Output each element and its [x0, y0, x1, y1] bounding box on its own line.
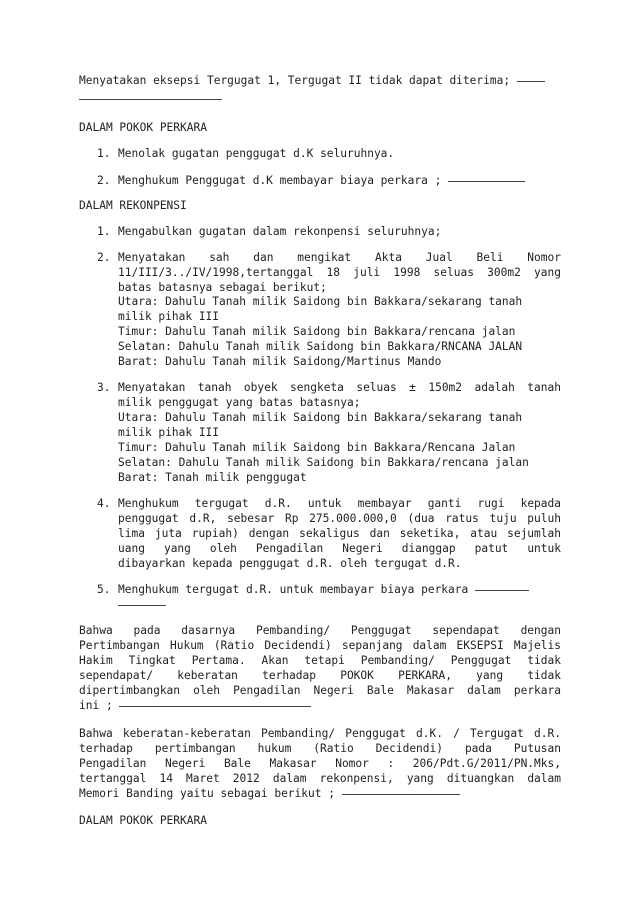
list-item-line: Selatan: Dahulu Tanah milik Saidong bin Bakkara/RNCANA JALAN: [118, 340, 523, 353]
list-item-line: Menghukum tergugat d.R. untuk membayar ganti rugi kepada: [118, 497, 561, 510]
dash-line: [119, 706, 311, 707]
dash-line: [475, 590, 529, 591]
paragraph-line-row: [79, 699, 311, 713]
dash-line-row: [118, 598, 166, 612]
paragraph-line: Hakim Tingkat Pertama. Akan tetapi Pembanding/ Penggugat tidak: [79, 654, 561, 667]
list-item-number: 2.: [97, 251, 111, 264]
list-item-text: Menghukum Penggugat d.K membayar biaya perkara ;: [118, 174, 442, 187]
list-item-line: dibayarkan kepada penggugat d.R. oleh tergugat d.R.: [118, 557, 462, 570]
list-item-number: 5.: [97, 583, 111, 596]
dash-line: [79, 99, 222, 100]
paragraph-line: Memori Banding yaitu sebagai berikut ;: [79, 787, 335, 800]
list-item-row: [118, 174, 525, 188]
paragraph-line: Pertimbangan Hukum (Ratio Decidendi) sepanjang dalam EKSEPSI Majelis: [79, 639, 561, 652]
list-item-line: Utara: Dahulu Tanah milik Saidong bin Bakkara/sekarang tanah: [118, 295, 523, 308]
list-item-line: milik penggugat yang batas batasnya;: [118, 396, 361, 409]
dash-line-row: [79, 92, 222, 106]
list-item-number: 3.: [97, 381, 111, 394]
section-heading-rekonpensi: DALAM REKONPENSI: [79, 199, 187, 212]
header-line: [79, 74, 545, 88]
dash-line: [517, 81, 545, 82]
paragraph-line: ini ;: [79, 699, 113, 712]
list-item-text: Menolak gugatan penggugat d.K seluruhnya.: [118, 147, 395, 160]
list-item-row: [118, 583, 529, 597]
list-item-line: batas batasnya sebagai berikut;: [118, 281, 327, 294]
list-item-number: 2.: [97, 174, 111, 187]
paragraph-line-row: [79, 787, 460, 801]
dash-line: [118, 605, 166, 606]
dash-line: [448, 181, 525, 182]
paragraph-line: Bahwa pada dasarnya Pembanding/ Penggugat sependapat dengan: [79, 624, 561, 637]
list-item-number: 1.: [97, 147, 111, 160]
list-item-number: 1.: [97, 225, 111, 238]
list-item-line: Utara: Dahulu Tanah milik Saidong bin Bakkara/sekarang tanah: [118, 411, 523, 424]
list-item-line: milik pihak III: [118, 310, 220, 323]
list-item-line: lima juta rupiah) dengan sekaligus dan seketika, atau sejumlah: [118, 527, 561, 540]
paragraph-line: tertanggal 14 Maret 2012 dalam rekonpensi, yang dituangkan dalam: [79, 772, 561, 785]
list-item-line: Menyatakan tanah obyek sengketa seluas ± 150m2 adalah tanah: [118, 381, 561, 394]
section-heading-footer: DALAM POKOK PERKARA: [79, 814, 207, 827]
list-item-line: Barat: Tanah milik penggugat: [118, 471, 307, 484]
paragraph-line: Bahwa keberatan-keberatan Pembanding/ Penggugat d.K. / Tergugat d.R.: [79, 727, 561, 740]
list-item-line: Timur: Dahulu Tanah milik Saidong bin Bakkara/rencana jalan: [118, 325, 516, 338]
list-item-line: uang yang oleh Pengadilan Negeri dianggap patut untuk: [118, 542, 561, 555]
paragraph-line: dipertimbangkan oleh Pengadilan Negeri Bale Makasar dalam perkara: [79, 684, 561, 697]
paragraph-line: sependapat/ keberatan terhadap POKOK PERKARA, yang tidak: [79, 669, 561, 682]
list-item-line: 11/III/3../IV/1998,tertanggal 18 juli 1998 seluas 300m2 yang: [118, 266, 561, 279]
list-item-line: milik pihak III: [118, 426, 220, 439]
header-text: Menyatakan eksepsi Tergugat 1, Tergugat II tidak dapat diterima;: [79, 74, 511, 87]
list-item-text: Menghukum tergugat d.R. untuk membayar biaya perkara: [118, 583, 469, 596]
list-item-text: Mengabulkan gugatan dalam rekonpensi seluruhnya;: [118, 225, 442, 238]
list-item-line: Selatan: Dahulu Tanah milik Saidong bin Bakkara/rencana jalan: [118, 456, 529, 469]
list-item-line: penggugat d.R, sebesar Rp 275.000.000,0 (dua ratus tuju puluh: [118, 512, 561, 525]
list-item-number: 4.: [97, 497, 111, 510]
list-item-line: Menyatakan sah dan mengikat Akta Jual Beli Nomor: [118, 251, 561, 264]
paragraph-line: Pengadilan Negeri Bale Makasar Nomor : 206/Pdt.G/2011/PN.Mks,: [79, 757, 561, 770]
paragraph-line: terhadap pertimbangan hukum (Ratio Decidendi) pada Putusan: [79, 742, 561, 755]
list-item-line: Barat: Dahulu Tanah milik Saidong/Martinus Mando: [118, 355, 442, 368]
list-item-line: Timur: Dahulu Tanah milik Saidong bin Bakkara/Rencana Jalan: [118, 441, 516, 454]
section-heading-konpensi: DALAM POKOK PERKARA: [79, 121, 207, 134]
dash-line: [342, 794, 460, 795]
